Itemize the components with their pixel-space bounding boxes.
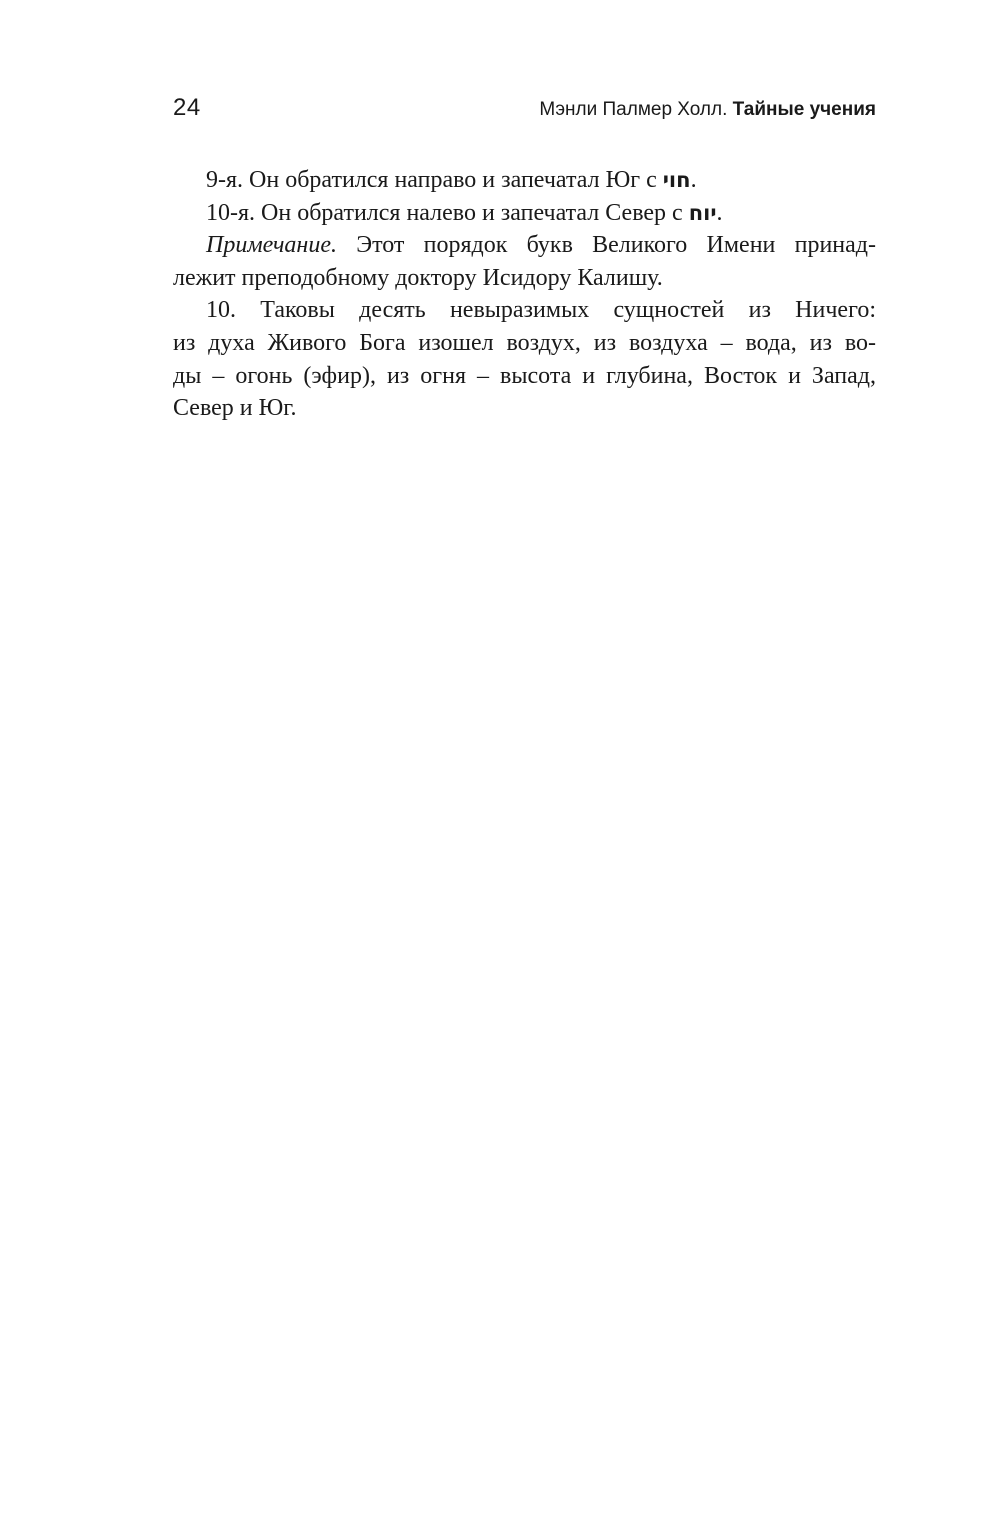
running-head [173, 94, 876, 128]
page-number: 24 [173, 94, 201, 121]
hebrew-letters-south: חוי [662, 168, 691, 192]
paragraph-10-first [173, 197, 876, 230]
paragraph-10-first-end: . [716, 199, 723, 226]
body-text [173, 164, 876, 425]
note-text-1: Этот порядок букв Великого Имени принад- [337, 232, 876, 259]
paragraph-9 [173, 164, 876, 197]
running-title [539, 99, 876, 121]
hebrew-letters-north: יוח [688, 200, 717, 225]
paragraph-10-line-1: 10. Таковы десять невыразимых сущностей из Ничего: [206, 297, 876, 324]
running-title-book: Тайные учения [732, 99, 876, 120]
paragraph-10-line-2: из духа Живого Бога изошел воздух, из воздуха – вода, из во- [173, 329, 876, 356]
note-line-1 [173, 229, 876, 262]
paragraph-10-line-3: ды – огонь (эфир), из огня – высота и глубина, Восток и Запад, [173, 362, 876, 389]
note-label: Примечание. [206, 232, 337, 259]
paragraph-10-first-text: 10-я. Он обратился налево и запечатал Север с [206, 199, 689, 226]
paragraph-9-text: 9-я. Он обратился направо и запечатал Юг с [206, 167, 663, 193]
note-line-2: лежит преподобному доктору Исидору Калишу. [173, 264, 663, 291]
paragraph-9-end: . [690, 167, 697, 193]
paragraph-10-line-4: Север и Юг. [173, 395, 297, 422]
running-title-author: Мэнли Палмер Холл. [539, 99, 733, 120]
